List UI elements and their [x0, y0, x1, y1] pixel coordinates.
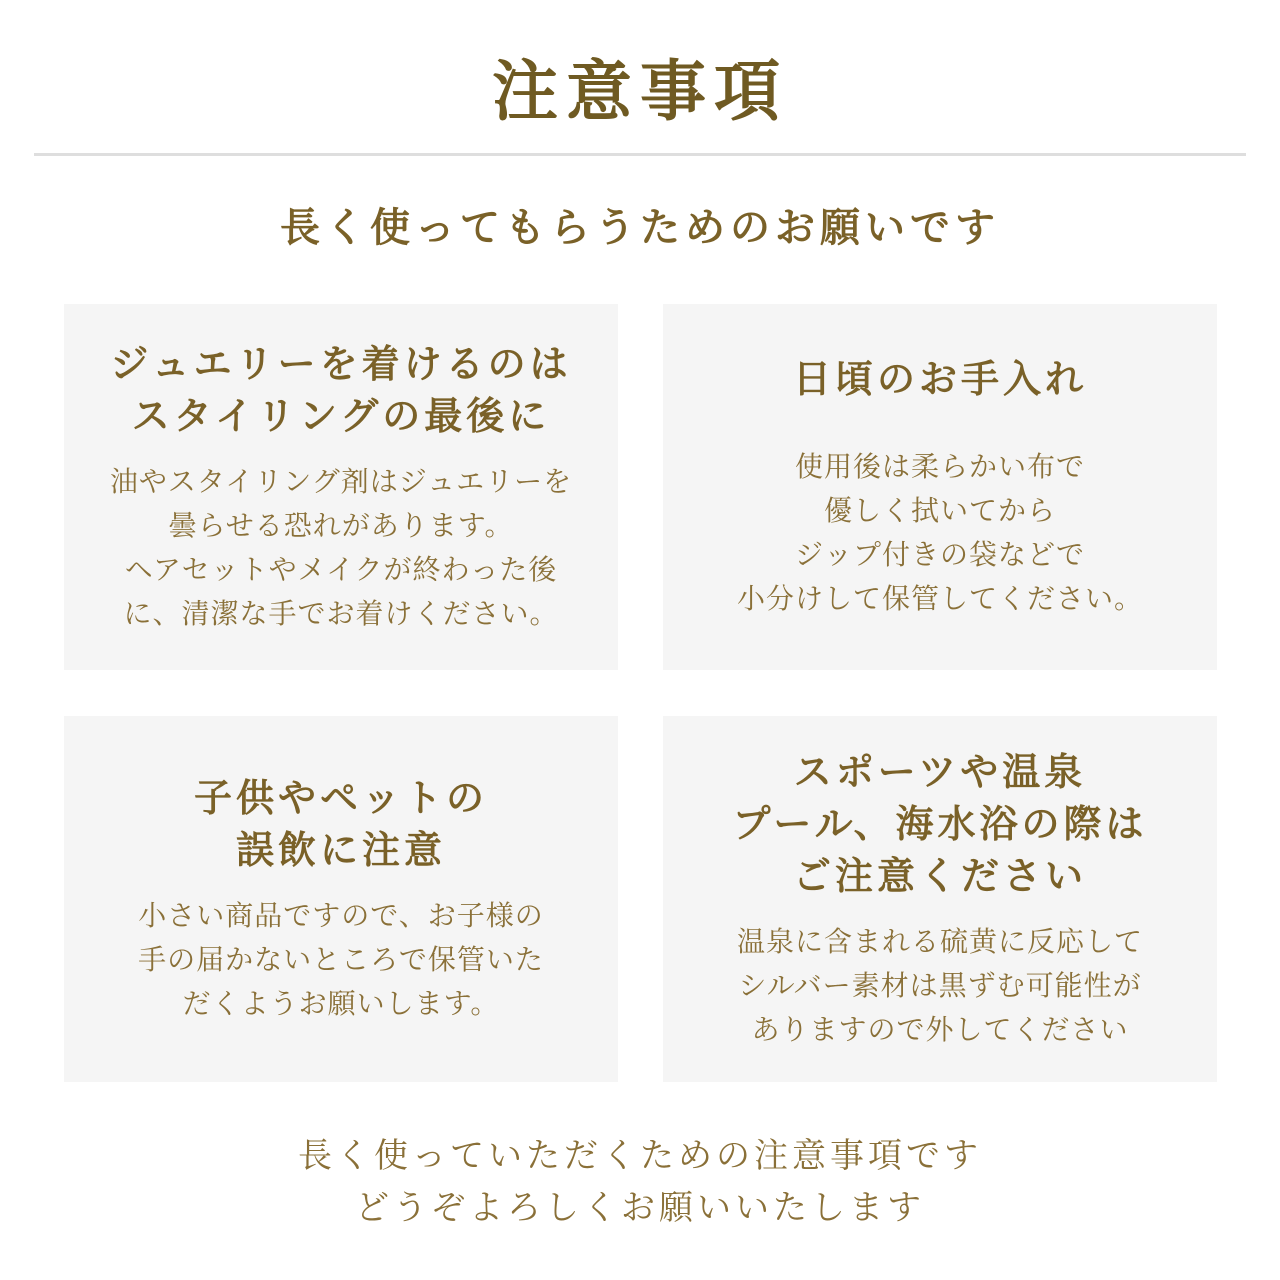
card-heading: スポーツや温泉 プール、海水浴の際は ご注意ください — [732, 750, 1148, 898]
card-body: 使用後は柔らかい布で 優しく拭いてから ジップ付きの袋などで 小分けして保管してください。 — [736, 450, 1143, 615]
closing-message: 長く使っていただくための注意事項です どうぞよろしくお願いいたします — [298, 1136, 982, 1228]
card-body: 小さい商品ですので、お子様の 手の届かないところで保管いた だくようお願いします。 — [138, 899, 544, 1020]
card-swallowing-warning — [64, 716, 618, 1082]
card-heading: 日頃のお手入れ — [792, 357, 1087, 401]
card-body: 温泉に含まれる硫黄に反応して シルバー素材は黒ずむ可能性が ありますので外してください — [736, 925, 1143, 1046]
card-styling-order — [64, 304, 618, 670]
page-subtitle: 長く使ってもらうためのお願いです — [280, 205, 1000, 251]
title-divider — [34, 153, 1246, 156]
card-heading: ジュエリーを着けるのは スタイリングの最後に — [110, 342, 572, 438]
card-heading: 子供やペットの 誤飲に注意 — [193, 776, 488, 872]
card-sports-hotspring-warning — [663, 716, 1217, 1082]
card-body: 油やスタイリング剤はジュエリーを 曇らせる恐れがあります。 ヘアセットやメイクが終わった後 に、清潔な手でお着けください。 — [109, 465, 573, 630]
card-daily-care — [663, 304, 1217, 670]
page-title: 注意事項 — [492, 53, 788, 130]
